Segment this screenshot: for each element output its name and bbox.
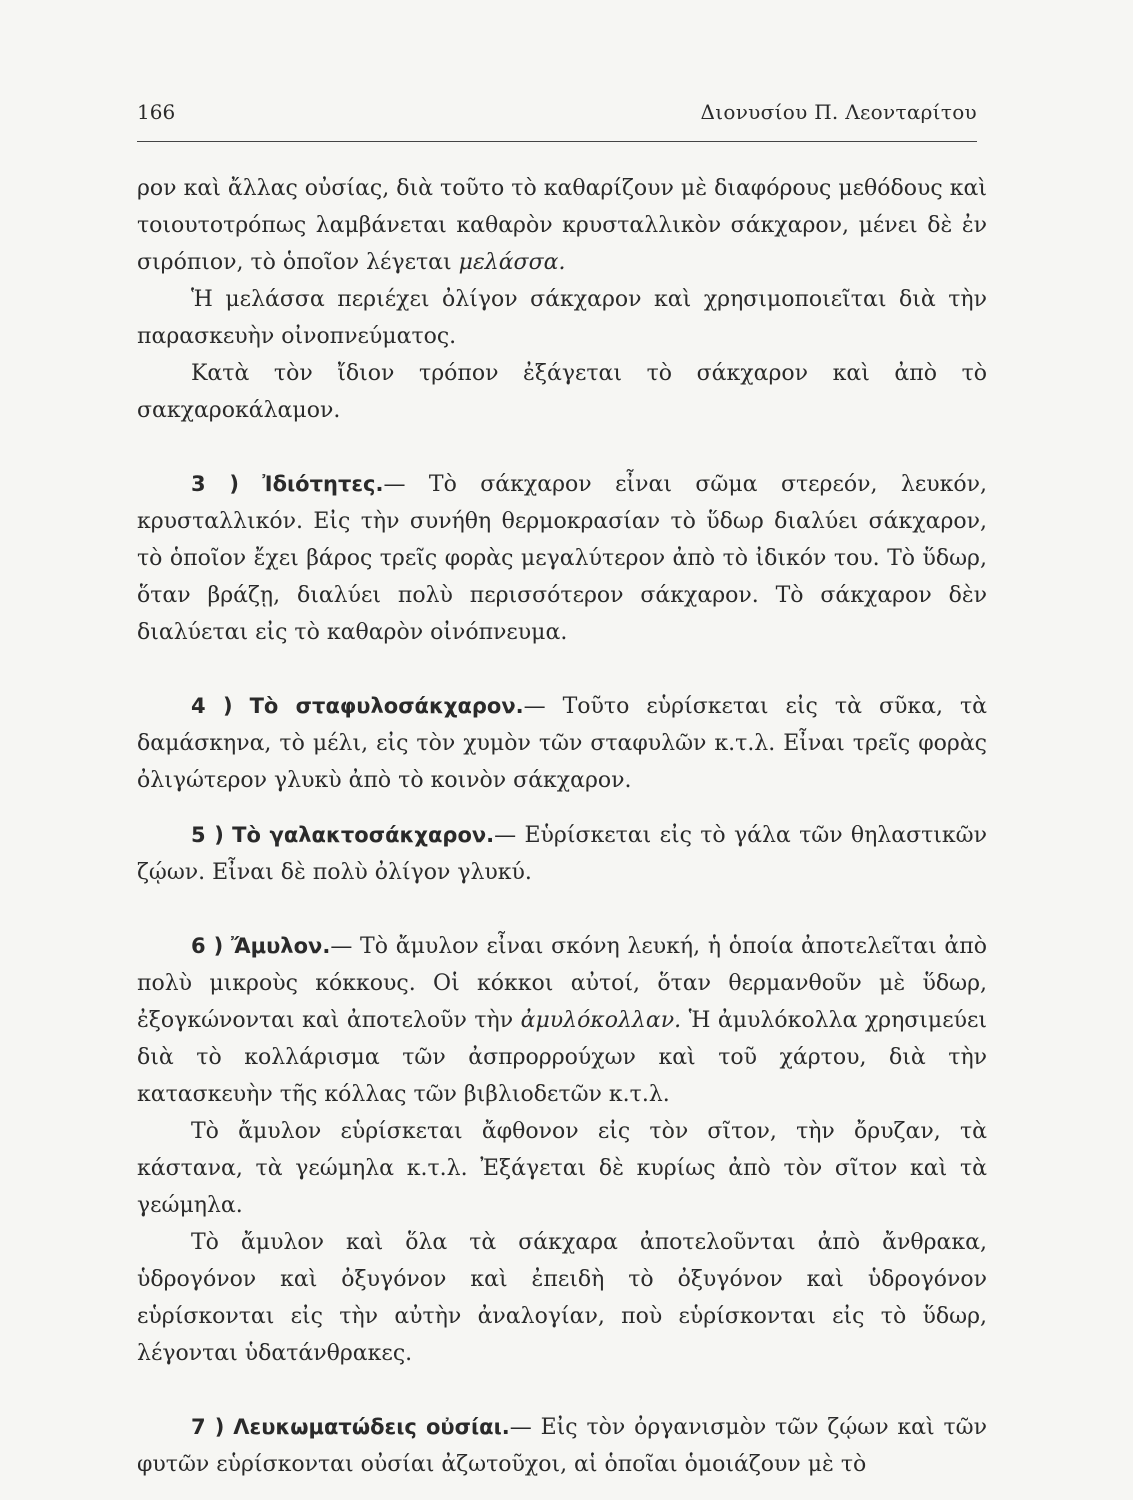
- section-3-number: 3 ): [191, 472, 239, 496]
- section-5-text: — Εὑρίσκεται εἰς τὸ γάλα τῶν θηλαστικῶν ζῴων. Εἶναι δὲ πολὺ ὀλίγον γλυκύ.: [137, 823, 987, 885]
- section-6-heading: Ἄμυλον.: [231, 934, 331, 958]
- section-6: [137, 928, 987, 1113]
- header-rule: [137, 141, 977, 142]
- section-6-paragraph-2: Τὸ ἄμυλον εὑρίσκεται ἄφθονον εἰς τὸν σῖτον, τὴν ὄρυζαν, τὰ κάστανα, τὰ γεώμηλα κ.τ.λ. Ἐξάγεται δὲ κυρίως ἀπὸ τὸν σῖτον καὶ τὰ γεώμηλα.: [137, 1119, 987, 1218]
- page-body: [137, 170, 987, 1483]
- section-3: [137, 466, 987, 651]
- term-melassa: μελάσσα.: [458, 250, 566, 275]
- section-6-number: 6 ): [191, 934, 224, 958]
- section-7-heading: Λευκωματώδεις οὐσίαι.: [233, 1415, 510, 1439]
- section-3-text: — Τὸ σάκχαρον εἶναι σῶμα στερεόν, λευκόν, κρυσταλλικόν. Εἰς τὴν συνήθη θερμοκρασίαν τὸ ὕδωρ διαλύει σάκχαρον, τὸ ὁποῖον ἔχει βάρος τρεῖς φορὰς μεγαλύτερον ἀπὸ τὸ ἰδικόν του. Τὸ ὕδωρ, ὅταν βράζῃ, διαλύει πολὺ περισσότερον σάκχαρον. Τὸ σάκχαρον δὲν διαλύεται εἰς τὸ καθαρὸν οἰνόπνευμα.: [137, 472, 987, 645]
- section-7-number: 7 ): [191, 1415, 225, 1439]
- section-5: [137, 817, 987, 891]
- paragraph-3: Κατὰ τὸν ἴδιον τρόπον ἐξάγεται τὸ σάκχαρον καὶ ἀπὸ τὸ σακχαροκάλαμον.: [137, 361, 987, 423]
- section-6-text-b: Ἡ ἀμυλόκολλα χρησιμεύει διὰ τὸ κολλάρισμα τῶν ἀσπρορρούχων καὶ τοῦ χάρτου, διὰ τὴν κατασκευὴν τῆς κόλλας τῶν βιβλιοδετῶν κ.τ.λ.: [137, 1008, 987, 1107]
- section-4-number: 4 ): [191, 694, 233, 718]
- section-5-heading: Τὸ γαλακτοσάκχαρον.: [232, 823, 495, 847]
- page-header: [137, 100, 977, 140]
- paragraph-1: [137, 170, 987, 281]
- term-amylokolla: ἀμυλόκολλαν.: [520, 1008, 682, 1033]
- section-4-text: — Τοῦτο εὑρίσκεται εἰς τὰ σῦκα, τὰ δαμάσκηνα, τὸ μέλι, εἰς τὸν χυμὸν τῶν σταφυλῶν κ.τ.λ. Εἶναι τρεῖς φορὰς ὀλιγώτερον γλυκὺ ἀπὸ τὸ κοινὸν σάκχαρον.: [137, 694, 987, 793]
- section-4-heading: Τὸ σταφυλοσάκχαρον.: [249, 694, 524, 718]
- section-6-text-a: — Τὸ ἄμυλον εἶναι σκόνη λευκή, ἡ ὁποία ἀποτελεῖται ἀπὸ πολὺ μικροὺς κόκκους. Οἱ κόκκοι αὐτοί, ὅταν θερμανθοῦν μὲ ὕδωρ, ἐξογκώνονται καὶ ἀποτελοῦν τὴν: [137, 934, 987, 1033]
- section-5-number: 5 ): [191, 823, 224, 847]
- section-4: [137, 688, 987, 799]
- page-number: 166: [137, 100, 176, 124]
- section-6-paragraph-3: Τὸ ἄμυλον καὶ ὅλα τὰ σάκχαρα ἀποτελοῦνται ἀπὸ ἄνθρακα, ὑδρογόνον καὶ ὀξυγόνον καὶ ἐπειδὴ τὸ ὀξυγόνον καὶ ὑδρογόνον εὑρίσκονται εἰς τὴν αὐτὴν ἀναλογίαν, ποὺ εὑρίσκονται εἰς τὸ ὕδωρ, λέγονται ὑδατάνθρακες.: [137, 1230, 987, 1366]
- paragraph-1-text: ρον καὶ ἄλλας οὐσίας, διὰ τοῦτο τὸ καθαρίζουν μὲ διαφόρους μεθόδους καὶ τοιουτοτρόπως λαμβάνεται καθαρὸν κρυσταλλικὸν σάκχαρον, μένει δὲ ἐν σιρόπιον, τὸ ὁποῖον λέγεται: [137, 176, 987, 275]
- section-7-text: — Εἰς τὸν ὀργανισμὸν τῶν ζῴων καὶ τῶν φυτῶν εὑρίσκονται οὐσίαι ἀζωτοῦχοι, αἱ ὁποῖαι ὁμοιάζουν μὲ τὸ: [137, 1415, 987, 1477]
- section-7: [137, 1409, 987, 1483]
- running-head: Διονυσίου Π. Λεονταρίτου: [700, 100, 977, 124]
- section-3-heading: Ἰδιότητες.: [262, 472, 384, 496]
- paragraph-2: Ἡ μελάσσα περιέχει ὀλίγον σάκχαρον καὶ χρησιμοποιεῖται διὰ τὴν παρασκευὴν οἰνοπνεύματος.: [137, 287, 987, 349]
